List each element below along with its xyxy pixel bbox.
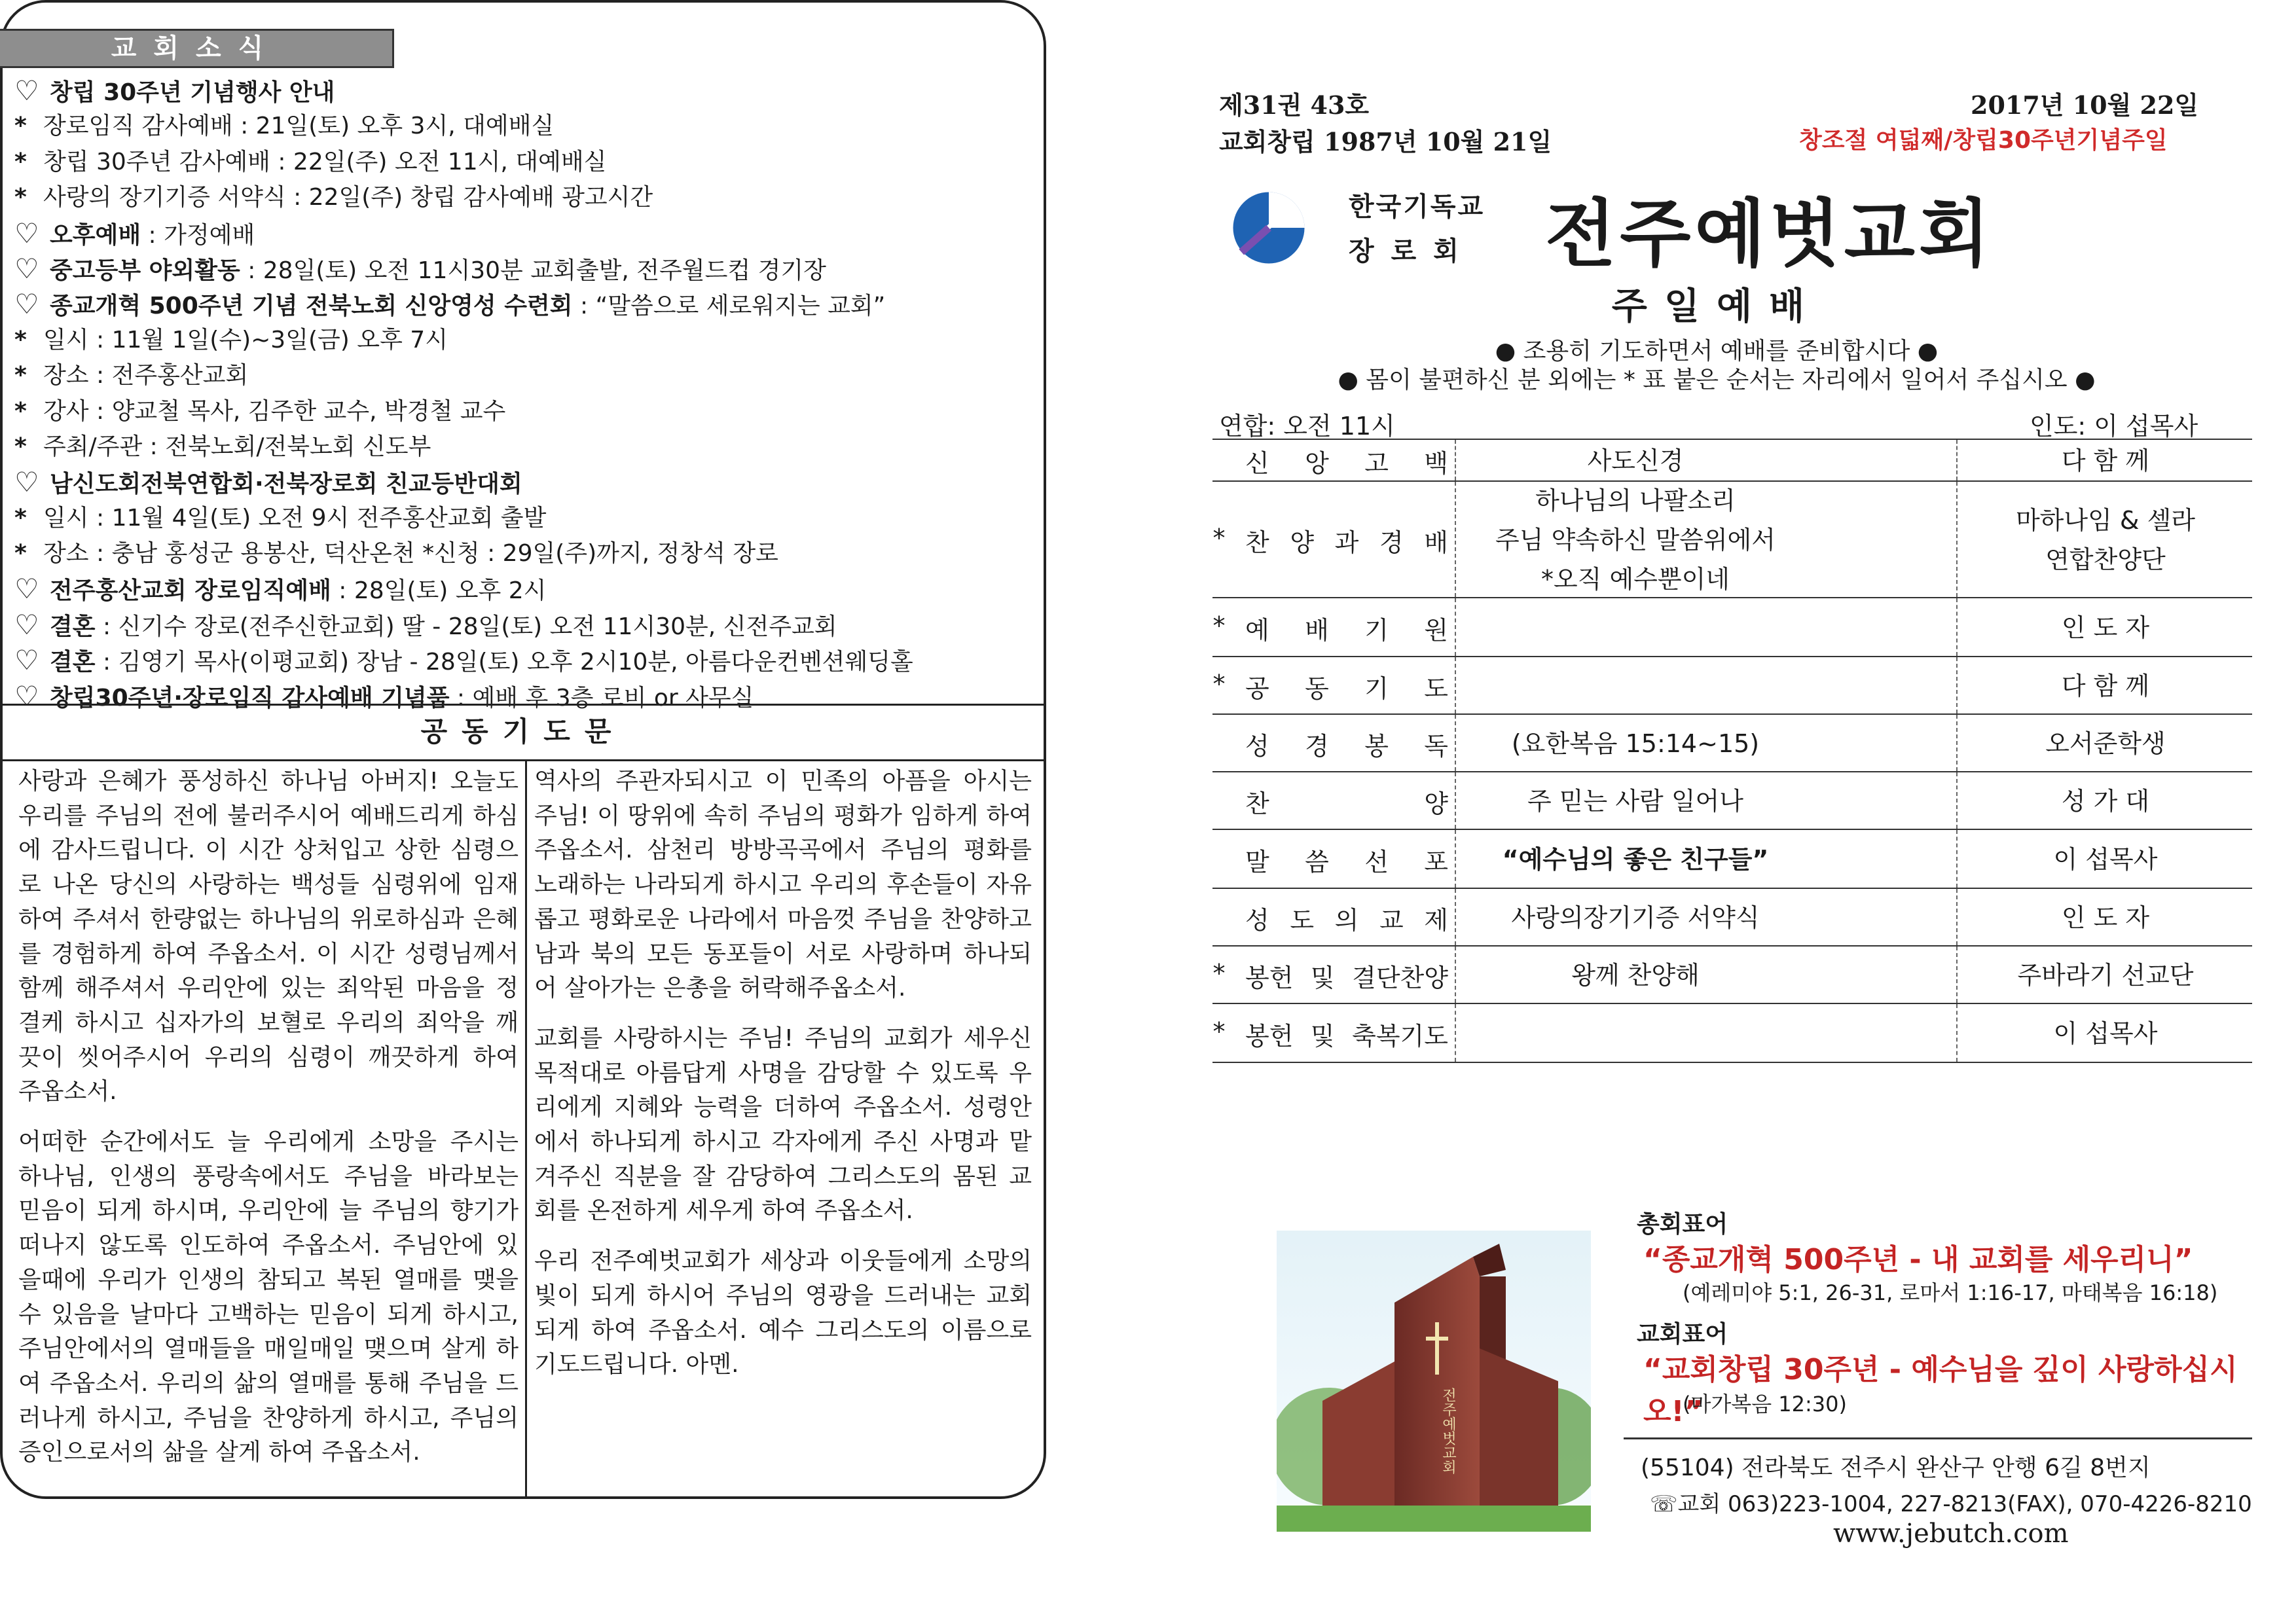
column-divider (1956, 830, 1958, 888)
column-divider (1455, 830, 1456, 888)
column-divider (1455, 1004, 1456, 1062)
news-item-text: 강사 : 양교철 목사, 김주한 교수, 박경철 교수 (43, 397, 506, 425)
worship-order-content: 주님 약속하신 말씀위에서 (1495, 526, 1776, 554)
church-motto-heading: 교회표어 (1637, 1321, 1728, 1348)
general-assembly-motto: “종교개혁 500주년 - 내 교회를 세우리니” (1643, 1243, 2193, 1276)
worship-order-label: 성 경 봉 독 (1245, 732, 1448, 761)
bulletin-date: 2017년 10월 22일 (1971, 90, 2199, 120)
heart-icon: ♡ (14, 75, 39, 107)
worship-order-label: 봉헌 및 축복기도 (1245, 1022, 1448, 1051)
worship-order-row (1212, 947, 2252, 1004)
heart-icon: ♡ (14, 252, 39, 285)
heart-icon: ♡ (14, 608, 39, 641)
news-item (14, 216, 1036, 251)
news-item-text: 주최/주관 : 전북노회/전북노회 신도부 (43, 433, 431, 460)
heart-icon: ♡ (14, 466, 39, 499)
news-item-text: 장로임직 감사예배 : 21일(토) 오후 3시, 대예배실 (43, 113, 555, 140)
worship-order-content: 하나님의 나팔소리 (1535, 486, 1736, 515)
worship-order-label: 봉헌 및 결단찬양 (1245, 964, 1448, 992)
church-news-panel (0, 0, 1046, 1499)
column-divider (1956, 440, 1958, 480)
bullet-icon: * (14, 433, 27, 460)
news-item (14, 323, 1036, 358)
worship-order-person: 성 가 대 (2061, 787, 2150, 816)
worship-order-row (1212, 1004, 2252, 1063)
worship-order-person: 인 도 자 (2061, 613, 2150, 642)
worship-order-person: 이 섭목사 (2053, 845, 2158, 874)
column-divider (1956, 657, 1958, 713)
news-item (14, 109, 1036, 144)
worship-order-content: 사도신경 (1587, 446, 1684, 475)
church-name: 전주예벗교회 (1545, 192, 1994, 277)
worship-order-content (1459, 607, 1812, 647)
prayer-title: 공동기도문 (420, 715, 626, 748)
founding-date: 교회창립 1987년 10월 21일 (1219, 127, 1552, 156)
divider (0, 704, 1046, 706)
church-address: (55104) 전라북도 전주시 완산구 안행 6길 8번지 (1641, 1454, 2151, 1481)
general-assembly-motto-reference: (예레미야 5:1, 26-31, 로마서 1:16-17, 마태복음 16:18) (1683, 1280, 2218, 1305)
general-assembly-motto-heading: 총회표어 (1637, 1211, 1728, 1238)
news-item (14, 180, 1036, 215)
news-item-heading: 창립 30주년 기념행사 안내 (50, 79, 335, 106)
worship-order-label: 찬 양 (1245, 789, 1448, 818)
worship-order-content: 주 믿는 사람 일어나 (1527, 787, 1743, 816)
news-item-text: : “말씀으로 세로워지는 교회” (572, 293, 886, 320)
column-divider (525, 759, 527, 1499)
news-item (14, 571, 1036, 607)
worship-order-label: 말 씀 선 포 (1245, 848, 1448, 876)
prayer-paragraph: 우리 전주예벗교회가 세상과 이웃들에게 소망의 빛이 되게 하시어 주님의 영광을 드러내는 교회되게 하여 주옵소서. 예수 그리스도의 이름으로 기도드립니다. 아멘. (534, 1248, 1032, 1379)
worship-order-label: 예 배 기 원 (1245, 616, 1448, 645)
column-divider (1455, 482, 1456, 597)
news-item-text: 창립 30주년 감사예배 : 22일(주) 오전 11시, 대예배실 (43, 148, 607, 175)
news-item (14, 145, 1036, 180)
column-divider (1956, 598, 1958, 656)
service-leader: 인도: 이 섭목사 (2030, 412, 2198, 441)
news-item-text: : 신기수 장로(전주신한교회) 딸 - 28일(토) 오전 11시30분, 신전주교회 (95, 613, 837, 640)
news-item-heading: 결혼 (50, 649, 96, 676)
standing-mark: * (1212, 959, 1226, 988)
column-divider (1455, 947, 1456, 1003)
prayer-column-1 (18, 765, 519, 1486)
worship-order-row (1212, 657, 2252, 715)
worship-order-content: 왕께 찬양해 (1571, 961, 1700, 990)
prayer-paragraph: 어떠한 순간에서도 늘 우리에게 소망을 주시는 하나님, 인생의 풍랑속에서도 주님을 바라보는 믿음이 되게 하시며, 우리안에 늘 주님의 향기가 떠나지 않도록 인도하여 주옵소서. 주님안에 있을때에 우리가 인생의 참되고 복된 열매를 맺을 수 있음을 날마다 고백하는 믿음이 되게 하시고, 주님안에서의 열매들을 매일매일 맺으며 살게 하여 주옵소서. 우리의 삶의 열매를 통해 주님을 드러나게 하시고, 주님을 찬양하게 하시고, 주님의 증인으로서의 삶을 살게 하여 주옵소서. (18, 1128, 519, 1466)
standing-mark: * (1212, 1017, 1226, 1046)
heart-icon: ♡ (14, 679, 39, 712)
news-item-heading: 결혼 (50, 613, 96, 640)
standing-mark: * (1212, 524, 1226, 552)
service-notice-2: ● 몸이 불편하신 분 외에는 * 표 붙은 순서는 자리에서 일어서 주십시오 ● (1338, 367, 2096, 393)
column-divider (1455, 657, 1456, 713)
news-item-heading: 중고등부 야외활동 (50, 257, 240, 284)
heart-icon: ♡ (14, 288, 39, 321)
worship-order-person: 인 도 자 (2061, 903, 2150, 932)
liturgical-season: 창조절 여덟째/창립30주년기념주일 (1799, 127, 2168, 154)
worship-order-content: 사랑의장기기증 서약식 (1511, 903, 1760, 932)
church-motto: “교회창립 30주년 - 예수님을 깊이 사랑하십시오!” (1643, 1353, 2238, 1428)
news-item-text: : 김영기 목사(이평교회) 장남 - 28일(토) 오후 2시10분, 아름다운컨벤션웨딩홀 (95, 649, 913, 676)
prayer-paragraph: 역사의 주관자되시고 이 민족의 아픔을 아시는 주님! 이 땅위에 속히 주님의 평화가 임하게 하여 주옵소서. 삼천리 방방곡곡에서 주님의 평화를 노래하는 나라되게 하시고 우리의 후손들이 자유롭고 평화로운 나라에서 마음껏 주님을 찬양하고 남과 북의 모든 동포들이 서로 사랑하며 하나되어 살아가는 은총을 허락해주옵소서. (534, 768, 1032, 1002)
bullet-icon: * (14, 326, 27, 353)
worship-order-label: 신 앙 고 백 (1245, 449, 1448, 478)
worship-order-row (1212, 830, 2252, 889)
worship-order-content (1459, 666, 1812, 705)
news-item-text: : 28일(토) 오전 11시30분 교회출발, 전주월드컵 경기장 (240, 257, 826, 284)
column-divider (1455, 440, 1456, 480)
standing-mark: * (1212, 670, 1226, 698)
column-divider (1956, 772, 1958, 829)
news-item (14, 536, 1036, 571)
denomination-line-2: 장로회 (1349, 236, 1476, 266)
news-item-text: : 가정예배 (141, 221, 255, 249)
bullet-icon: * (14, 148, 27, 175)
worship-order-row (1212, 440, 2252, 482)
news-item-text: : 28일(토) 오후 2시 (331, 577, 547, 605)
worship-order-content: (요한복음 15:14~15) (1511, 729, 1760, 758)
column-divider (1956, 715, 1958, 771)
worship-order-person: 다 함 께 (2061, 446, 2150, 475)
news-item-text: 장소 : 전주홍산교회 (43, 362, 249, 389)
worship-order-person: 마하나임 & 셀라 (2015, 506, 2196, 535)
column-divider (1956, 482, 1958, 597)
column-divider (1455, 889, 1456, 945)
worship-order-label: 성 도 의 교 제 (1245, 906, 1448, 935)
news-item (14, 643, 1036, 678)
worship-order-row (1212, 715, 2252, 772)
service-time: 연합: 오전 11시 (1219, 412, 1395, 441)
divider (0, 759, 1046, 761)
news-item-text: 일시 : 11월 4일(토) 오전 9시 전주홍산교회 출발 (43, 504, 547, 532)
worship-order-row (1212, 889, 2252, 947)
news-item (14, 679, 1036, 714)
column-divider (1455, 598, 1456, 656)
news-item (14, 358, 1036, 393)
bullet-icon: * (14, 113, 27, 140)
worship-order-content: *오직 예수뿐이네 (1540, 565, 1730, 594)
bullet-icon: * (14, 362, 27, 389)
bullet-icon: * (14, 397, 27, 425)
worship-order-label: 찬 양 과 경 배 (1245, 528, 1448, 557)
news-item-heading: 남신도회전북연합회·전북장로회 친교등반대회 (50, 471, 522, 498)
church-phone: ☏교회 063)223-1004, 227-8213(FAX), 070-4226-8210 (1650, 1491, 2252, 1517)
building-sign: 전주예벗교회 (1440, 1388, 1457, 1474)
bullet-icon: * (14, 184, 27, 211)
news-item-heading: 전주홍산교회 장로임직예배 (50, 577, 331, 605)
news-item-heading: 오후예배 (50, 221, 141, 249)
worship-order-person: 연합찬양단 (2045, 545, 2166, 574)
service-title: 주일예배 (1611, 285, 1822, 328)
column-divider (1956, 889, 1958, 945)
bullet-icon: * (14, 504, 27, 532)
news-item (14, 394, 1036, 429)
worship-order-row (1212, 482, 2252, 598)
news-item (14, 429, 1036, 465)
worship-order-row (1212, 598, 2252, 657)
news-item (14, 287, 1036, 322)
news-header: 교회소식 (0, 29, 394, 68)
order-of-worship (1212, 439, 2252, 1063)
news-item-text: 사랑의 장기기증 서약식 : 22일(주) 창립 감사예배 광고시간 (43, 184, 653, 211)
worship-order-content (1459, 1013, 1812, 1053)
news-item (14, 465, 1036, 500)
column-divider (1455, 715, 1456, 771)
worship-order-row (1212, 772, 2252, 830)
church-building-image (1277, 1231, 1591, 1532)
divider (1624, 1437, 2252, 1439)
news-item-text: 일시 : 11월 1일(수)~3일(금) 오후 7시 (43, 326, 448, 353)
column-divider (1455, 772, 1456, 829)
column-divider (1956, 1004, 1958, 1062)
bullet-icon: * (14, 540, 27, 568)
heart-icon: ♡ (14, 573, 39, 605)
church-motto-reference: (마가복음 12:30) (1683, 1392, 1848, 1416)
heart-icon: ♡ (14, 644, 39, 677)
news-list (14, 73, 1036, 714)
church-website-link[interactable]: www.jebutch.com (1833, 1519, 2069, 1549)
service-notice-1: ● 조용히 기도하면서 예배를 준비합시다 ● (1495, 338, 1939, 365)
news-item-heading: 종교개혁 500주년 기념 전북노회 신앙영성 수련회 (50, 293, 573, 320)
news-item (14, 607, 1036, 643)
news-item-text: : 예배 후 3층 로비 or 사무실 (449, 684, 754, 712)
prayer-paragraph: 교회를 사랑하시는 주님! 주님의 교회가 세우신 목적대로 아름답게 사명을 감당할 수 있도록 우리에게 지혜와 능력을 더하여 주옵소서. 성령안에서 하나되게 하시고 각자에게 주신 사명과 맡겨주신 직분을 잘 감당하여 그리스도의 몸된 교회를 온전하게 세우게 하여 주옵소서. (534, 1024, 1032, 1225)
news-item-text: 장소 : 충남 홍성군 용봉산, 덕산온천 *신청 : 29일(주)까지, 정창석 장로 (43, 540, 778, 568)
worship-order-person: 다 함 께 (2061, 672, 2150, 700)
column-divider (1956, 947, 1958, 1003)
worship-order-person: 이 섭목사 (2053, 1019, 2158, 1048)
issue-number: 제31권 43호 (1219, 90, 1370, 120)
worship-order-content: “예수님의 좋은 친구들” (1502, 845, 1769, 874)
prayer-paragraph: 사랑과 은혜가 풍성하신 하나님 아버지! 오늘도 우리를 주님의 전에 불러주시어 예배드리게 하심에 감사드립니다. 이 시간 상처입고 상한 심령으로 나온 당신의 사랑하는 백성들 심령위에 임재하여 주셔서 한량없는 하나님의 위로하심과 은혜를 경험하게 하여 주옵소서. 이 시간 성령님께서 함께 해주셔서 우리안에 있는 죄악된 마음을 정결케 하시고 십자가의 보혈로 우리의 죄악을 깨끗이 씻어주시어 우리의 심령이 깨끗하게 하여 주옵소서. (18, 768, 519, 1106)
news-item (14, 73, 1036, 109)
church-logo-icon (1231, 190, 1307, 266)
news-item (14, 251, 1036, 287)
heart-icon: ♡ (14, 217, 39, 249)
standing-mark: * (1212, 611, 1226, 640)
worship-order-label: 공 동 기 도 (1245, 674, 1448, 703)
denomination-line-1: 한국기독교 (1349, 192, 1485, 222)
worship-order-person: 주바라기 선교단 (2017, 961, 2194, 990)
prayer-column-2 (534, 765, 1032, 1398)
worship-order-person: 오서준학생 (2045, 729, 2166, 758)
news-item-heading: 창립30주년·장로임직 감사예배 기념품 (50, 684, 450, 712)
news-item (14, 501, 1036, 536)
